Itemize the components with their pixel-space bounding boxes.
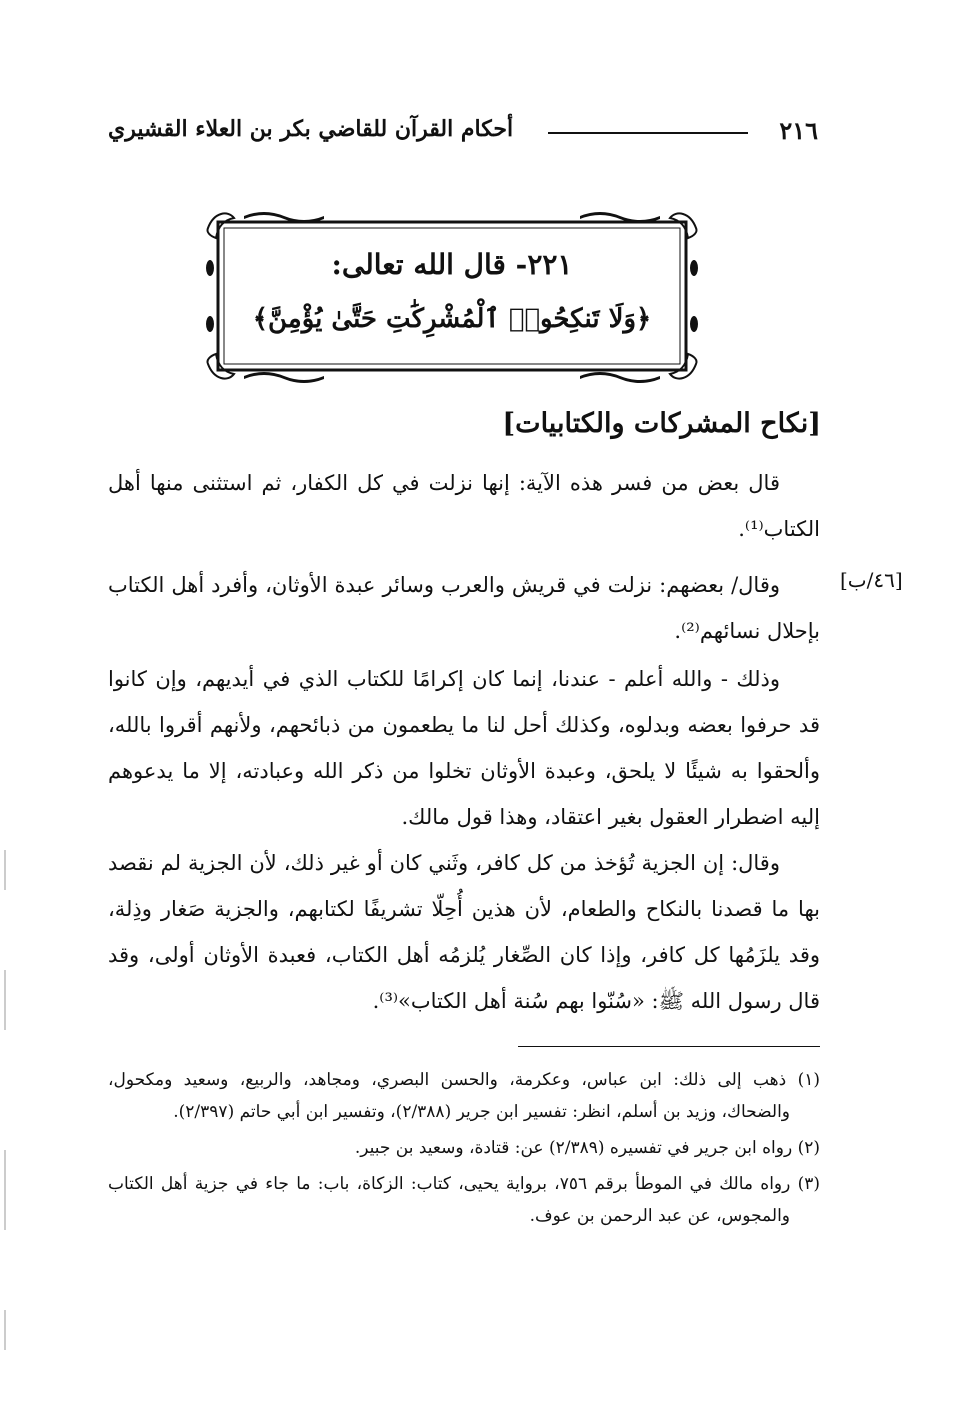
verse-number-heading: ٢٢١- قال الله تعالى: bbox=[331, 248, 573, 281]
quran-verse: ﴿وَلَا تَنكِحُوا۟ ٱلْمُشْرِكَٰتِ حَتَّىٰ يُؤْمِنَّ﴾ bbox=[252, 304, 652, 334]
manuscript-folio-note: [٤٦/ب] bbox=[840, 568, 903, 592]
page-number: ٢١٦ bbox=[779, 116, 818, 145]
paragraph-text: وقال: إن الجزية تُؤخذ من كل كافر، وثَني كان أو غير ذلك، لأن الجزية لم نقصد بها ما قصدنا بالنكاح والطعام، لأن هذين أُحِلّا تشريفًا لكتابهم، والجزية صَغار وذِلة، وقد يلزَمُها كل كافر، وإذا كان الصِّغار يُلزمُه أهل الكتاب، فعبدة الأوثان أولى، وقد قال رسول الله ﷺ: «سُنّوا بهم سُنة أهل الكتاب»⁽³⁾. bbox=[108, 851, 820, 1013]
paragraph bbox=[108, 562, 820, 654]
ornamental-border bbox=[204, 208, 700, 384]
running-header bbox=[108, 114, 818, 154]
paragraph-text: وقال/ بعضهم: نزلت في قريش والعرب وسائر عبدة الأوثان، وأفرد أهل الكتاب بإحلال نسائهم⁽²⁾. bbox=[108, 573, 820, 643]
footnote: (٣) رواه مالك في الموطأ برقم ٧٥٦، برواية يحيى، كتاب: الزكاة، باب: ما جاء في جزية أهل الكتاب والمجوس، عن عبد الرحمن بن عوف. bbox=[108, 1174, 821, 1226]
paragraph bbox=[108, 840, 820, 1024]
paragraph bbox=[108, 656, 820, 840]
section-title: [نكاح المشركات والكتابيات] bbox=[502, 408, 821, 439]
footnote: (٢) رواه ابن جرير في تفسيره (٢/٣٨٩) عن: قتادة، وسعيد بن جبير. bbox=[354, 1138, 820, 1158]
paragraph-text: وذلك - والله أعلم - عندنا، إنما كان إكرامًا للكتاب الذي في أيديهم، وإن كانوا قد حرفوا بعضه وبدلوه، وكذلك أحل لنا ما يطعمون من ذبائحهم، ولأنهم أقروا بالله، وألحقوا به شيئًا لا يلحق، وعبدة الأوثان تخلوا من ذكر الله وعبادته، إلا ما يدعوهم إليه اضطرار العقول بغير اعتقاد، وهذا قول مالك. bbox=[108, 667, 820, 829]
footnote-separator bbox=[518, 1046, 820, 1047]
ornamental-verse-frame bbox=[204, 208, 700, 384]
paragraph-text: قال بعض من فسر هذه الآية: إنها نزلت في كل الكفار، ثم استثنى منها أهل الكتاب⁽¹⁾. bbox=[108, 471, 820, 541]
book-title: أحكام القرآن للقاضي بكر بن العلاء القشيري bbox=[108, 116, 514, 142]
scan-edge-marks bbox=[4, 850, 7, 1370]
footnotes bbox=[108, 1064, 820, 1236]
footnote: (١) ذهب إلى ذلك: ابن عباس، وعكرمة، والحسن البصري، ومجاهد، والربيع، وسعيد ومكحول، والضحاك، وزيد بن أسلم، انظر: تفسير ابن جرير (٢/٣٨٨)، وتفسير ابن أبي حاتم (٢/٣٩٧). bbox=[108, 1070, 820, 1122]
corner-ornament-icon bbox=[207, 213, 696, 378]
header-rule bbox=[548, 132, 748, 134]
paragraph bbox=[108, 460, 820, 552]
